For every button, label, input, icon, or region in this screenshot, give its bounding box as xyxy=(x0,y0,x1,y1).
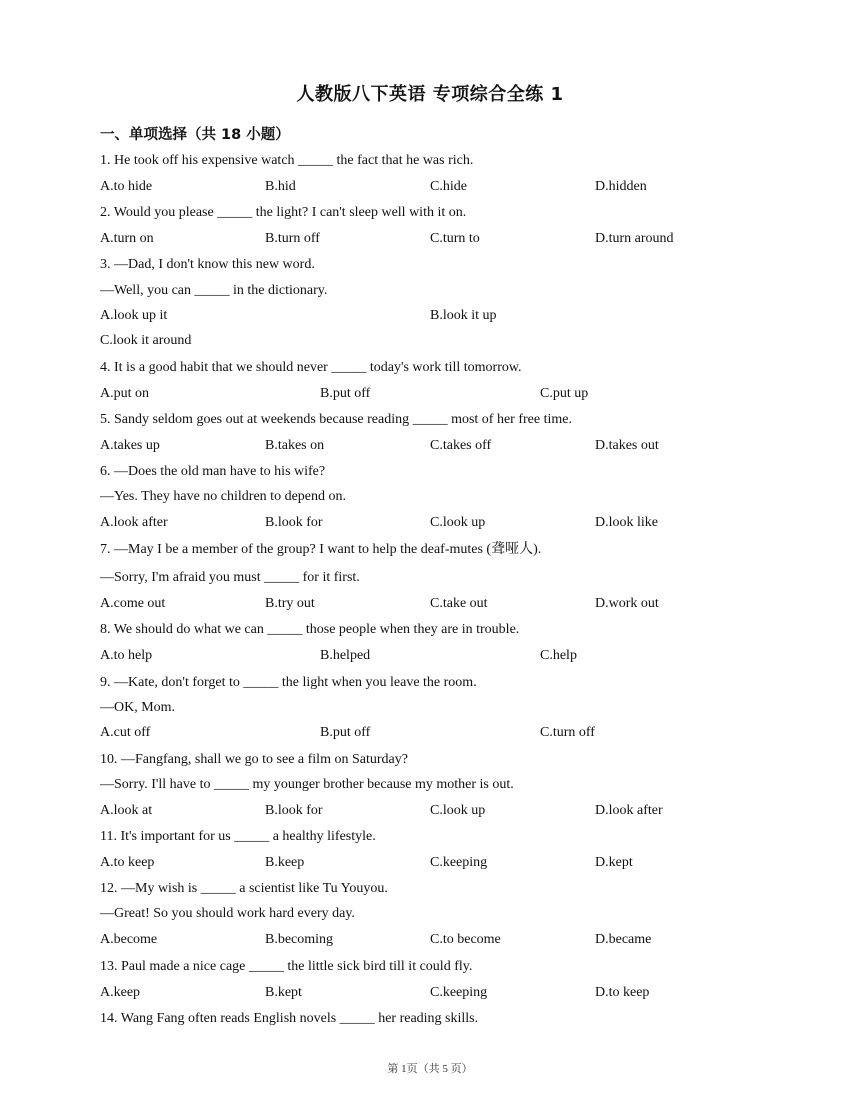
section-heading: 一、单项选择（共 18 小题） xyxy=(100,127,290,143)
options-row xyxy=(100,306,800,326)
answer-option: C.takes off xyxy=(430,438,492,453)
question-dialogue-line: —Sorry, I'm afraid you must _____ for it first. xyxy=(100,570,360,585)
options-row xyxy=(100,930,800,950)
answer-option: A.turn on xyxy=(100,231,154,246)
answer-option: B.keep xyxy=(265,855,305,870)
answer-option: C.look up xyxy=(430,803,486,818)
answer-option: A.put on xyxy=(100,386,149,401)
options-row xyxy=(100,177,800,197)
answer-option: C.take out xyxy=(430,596,488,611)
answer-option: A.keep xyxy=(100,985,141,1000)
page-footer: 第 1页（共 5 页） xyxy=(387,1063,473,1075)
answer-option: B.put off xyxy=(320,386,371,401)
question-stem: 13. Paul made a nice cage _____ the little sick bird till it could fly. xyxy=(100,959,473,974)
options-row xyxy=(100,801,800,821)
answer-option: C.turn to xyxy=(430,231,480,246)
answer-option: C.turn off xyxy=(540,725,595,740)
answer-option: D.hidden xyxy=(595,179,647,194)
question-dialogue-line: —Well, you can _____ in the dictionary. xyxy=(100,283,328,298)
answer-option: B.try out xyxy=(265,596,315,611)
answer-option: B.becoming xyxy=(265,932,334,947)
question-stem: 9. —Kate, don't forget to _____ the light when you leave the room. xyxy=(100,675,477,690)
answer-option: B.put off xyxy=(320,725,371,740)
answer-option: D.to keep xyxy=(595,985,650,1000)
options-row xyxy=(100,436,800,456)
page-title: 人教版八下英语 专项综合全练 1 xyxy=(296,84,564,105)
answer-option: C.keeping xyxy=(430,985,488,1000)
answer-option: C.keeping xyxy=(430,855,488,870)
options-row xyxy=(100,229,800,249)
options-row xyxy=(100,646,800,666)
options-row xyxy=(100,723,800,743)
answer-option: B.hid xyxy=(265,179,296,194)
options-row xyxy=(100,853,800,873)
question-stem: 12. —My wish is _____ a scientist like Tu Youyou. xyxy=(100,881,388,896)
answer-option: A.look up it xyxy=(100,308,168,323)
answer-option: D.look after xyxy=(595,803,663,818)
answer-option: A.to keep xyxy=(100,855,155,870)
answer-option: B.turn off xyxy=(265,231,320,246)
question-stem: 2. Would you please _____ the light? I can't sleep well with it on. xyxy=(100,205,467,220)
question-stem: 4. It is a good habit that we should never _____ today's work till tomorrow. xyxy=(100,360,522,375)
answer-option: B.look for xyxy=(265,803,323,818)
answer-option: B.look for xyxy=(265,515,323,530)
options-row xyxy=(100,983,800,1003)
answer-option: C.look it around xyxy=(100,333,192,348)
question-stem: 10. —Fangfang, shall we go to see a film on Saturday? xyxy=(100,752,408,767)
answer-option: A.look at xyxy=(100,803,153,818)
answer-option: C.put up xyxy=(540,386,589,401)
options-row xyxy=(100,384,800,404)
question-stem: 11. It's important for us _____ a healthy lifestyle. xyxy=(100,829,376,844)
question-stem: 6. —Does the old man have to his wife? xyxy=(100,464,326,479)
answer-option: B.kept xyxy=(265,985,302,1000)
answer-option: D.became xyxy=(595,932,652,947)
answer-option: A.cut off xyxy=(100,725,151,740)
answer-option: C.hide xyxy=(430,179,467,194)
answer-option: D.kept xyxy=(595,855,633,870)
answer-option: A.to hide xyxy=(100,179,153,194)
question-stem: 5. Sandy seldom goes out at weekends because reading _____ most of her free time. xyxy=(100,412,572,427)
answer-option: D.turn around xyxy=(595,231,674,246)
answer-option: A.become xyxy=(100,932,158,947)
answer-option: B.helped xyxy=(320,648,371,663)
question-dialogue-line: —OK, Mom. xyxy=(100,700,176,715)
question-stem: 8. We should do what we can _____ those people when they are in trouble. xyxy=(100,622,520,637)
options-row xyxy=(100,513,800,533)
question-stem: 1. He took off his expensive watch _____ the fact that he was rich. xyxy=(100,153,474,168)
question-stem: 7. —May I be a member of the group? I want to help the deaf-mutes (聋哑人). xyxy=(100,542,542,557)
question-stem: 3. —Dad, I don't know this new word. xyxy=(100,257,315,272)
answer-option: C.help xyxy=(540,648,577,663)
answer-option: A.look after xyxy=(100,515,168,530)
answer-option: A.to help xyxy=(100,648,153,663)
answer-option: D.work out xyxy=(595,596,659,611)
answer-option: B.takes on xyxy=(265,438,325,453)
answer-option: A.come out xyxy=(100,596,166,611)
answer-option: A.takes up xyxy=(100,438,160,453)
question-stem: 14. Wang Fang often reads English novels _____ her reading skills. xyxy=(100,1011,479,1026)
answer-option: B.look it up xyxy=(430,308,497,323)
options-row xyxy=(100,594,800,614)
answer-option: C.look up xyxy=(430,515,486,530)
question-dialogue-line: —Sorry. I'll have to _____ my younger brother because my mother is out. xyxy=(100,777,514,792)
answer-option: C.to become xyxy=(430,932,501,947)
answer-option: D.look like xyxy=(595,515,658,530)
options-row xyxy=(100,331,800,351)
question-dialogue-line: —Great! So you should work hard every day. xyxy=(100,906,355,921)
question-dialogue-line: —Yes. They have no children to depend on. xyxy=(100,489,346,504)
answer-option: D.takes out xyxy=(595,438,659,453)
